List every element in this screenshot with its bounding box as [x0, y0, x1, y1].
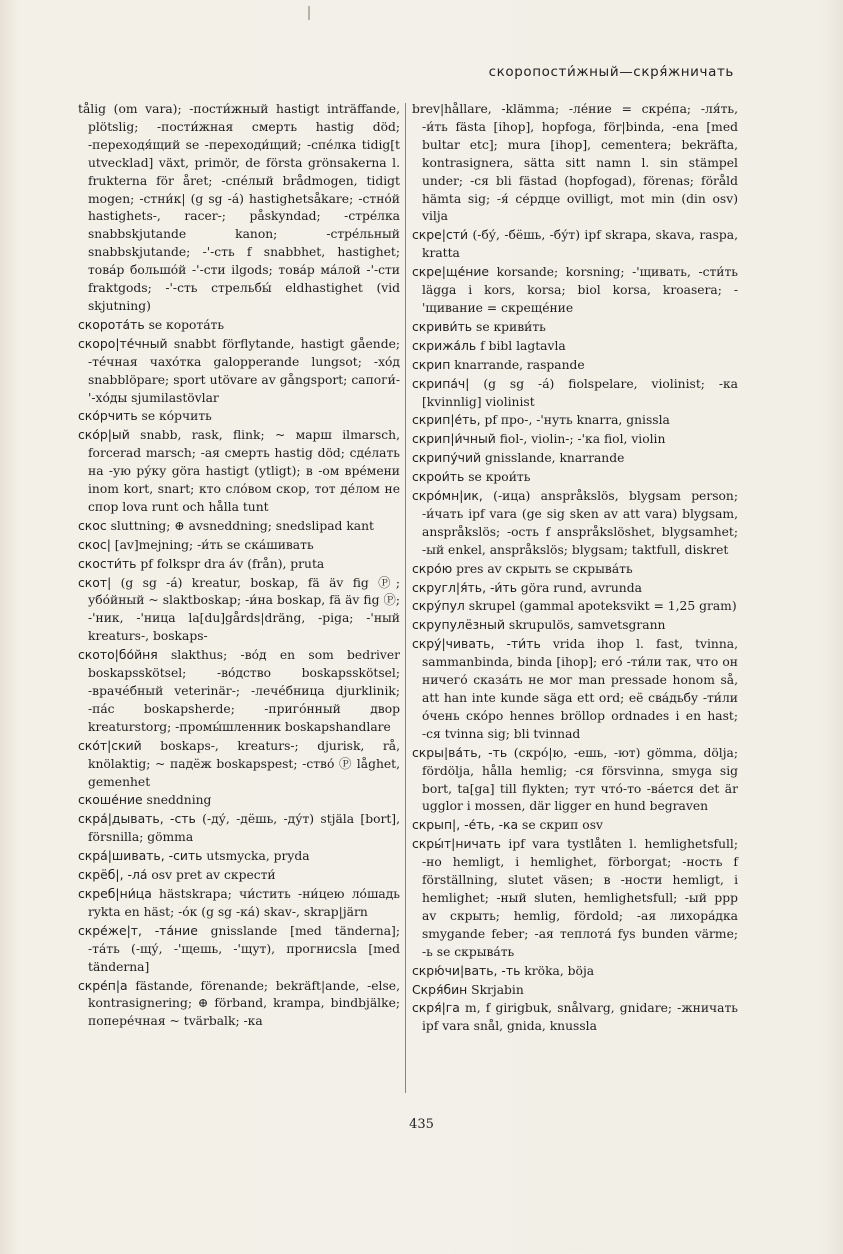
- entry-text: (-ица) anspråkslös, blygsam person; -и́чать ipf vara (ge sig sken av att vara) blygsam, anspråkslös; -ость f anspråkslöshet, blygsamhet; -ый enkel, anspråkslös; blygsam; taktfull, diskret: [422, 489, 738, 557]
- dictionary-entry: [412, 100, 738, 226]
- entry-headword: скрёб|, -ла́: [78, 867, 148, 883]
- entry-headword: скра́|дывать, -сть: [78, 811, 196, 827]
- entry-headword: скоро|те́чный: [78, 335, 168, 351]
- entry-text: se скрип osv: [518, 818, 603, 833]
- scan-mark: [308, 6, 310, 20]
- entry-text: sneddning: [142, 793, 212, 808]
- entry-text: pf про-, -'нуть knarra, gnissla: [480, 413, 670, 428]
- entry-text: snabbt förflytande, hastigt gående; -те́чная чахо́тка galopperande lungsot; -хо́д snabblöpare; sport utövare av gångsport; сапоги́-'-хо́ды sjumilastövlar: [88, 336, 400, 405]
- entry-headword: скра́|шивать, -сить: [78, 848, 203, 864]
- dictionary-entry: [78, 737, 400, 792]
- dictionary-entry: [412, 635, 738, 743]
- dictionary-entry: [412, 560, 738, 579]
- entry-headword: скрип|и́чный: [412, 431, 496, 447]
- dictionary-entry: [412, 999, 738, 1036]
- entry-text: osv pret av скрести́: [147, 868, 276, 883]
- entry-text: gnisslande, knarrande: [481, 451, 625, 466]
- entry-headword: скрип|е́ть,: [412, 412, 481, 428]
- dictionary-entry: [78, 847, 400, 866]
- dictionary-entry: [412, 430, 738, 449]
- entry-text: tålig (om vara); -пости́жный hastigt inträffande, plötslig; -пости́жная смерть hastig död; -переходя́щий se -переходи́щий; -спе́лка tidig[t utvecklad] växt, primör, de första grönsakerna l. frukterna för året; -спе́лый brådmogen, tidigt mogen; -стни́к| (g sg -á) hastighetsåkare; -стно́й hastighets-, racer-; påskyndad; -стре́лка snabbskjutande kanon; -стре́льный snabbskjutande; -'-сть f snabbhet, hastighet; това́р большо́й -'-сти ilgods; това́р ма́лой -'-сти fraktgods; -'-сть стрельбы́ eldhastighet (vid skjutning): [78, 102, 400, 313]
- dictionary-entry: [412, 835, 738, 961]
- entry-headword: скос|: [78, 536, 111, 552]
- dictionary-entry: [412, 616, 738, 635]
- right-column: [412, 100, 738, 1036]
- entry-headword: скру́|чивать, -ти́ть: [412, 636, 541, 652]
- entry-headword: ско́т|ский: [78, 737, 142, 753]
- dictionary-entry: [78, 536, 400, 555]
- entry-headword: скро́мн|ик,: [412, 488, 483, 504]
- dictionary-entry: [78, 335, 400, 408]
- dictionary-entry: [412, 962, 738, 981]
- entry-text: pf folkspr dra áv (från), pruta: [136, 556, 325, 571]
- entry-text: göra rund, avrunda: [517, 580, 642, 595]
- entry-text: fästande, förenande; bekräft|ande, -else, kontrasignering; ⊕ förband, krampa, bindbjälke; попере́чная ~ tvärbalk; -ка: [88, 978, 400, 1029]
- entry-headword: ско́рчить: [78, 408, 138, 424]
- entry-headword: скрупулёзный: [412, 617, 505, 633]
- dictionary-entry: [78, 555, 400, 574]
- entry-headword: скриви́ть: [412, 318, 473, 334]
- entry-text: boskaps-, kreaturs-; djurisk, rå, knölaktig; ~ падёж boskapspest; -ство́ Ⓟ låghet, gemenhet: [88, 738, 400, 789]
- entry-headword: скре|сти́: [412, 227, 469, 243]
- entry-text: utsmycka, pryda: [202, 849, 310, 864]
- dictionary-entry: [78, 791, 400, 810]
- entry-headword: скры|ва́ть, -ть: [412, 744, 508, 760]
- entry-text: kröka, böja: [520, 963, 595, 978]
- dictionary-entry: [78, 316, 400, 335]
- entry-headword: скре́же|т, -та́ние: [78, 922, 198, 938]
- entry-text: slakthus; -во́д en som bedriver boskapsskötsel; -во́дство boskapsskötsel; -врачéбный veterinär-; -лечéбница djurklinik; -па́с boskapsherde; -пригóнный двор kreaturstorg; -промы́шленник boskapshandlare: [88, 648, 400, 734]
- entry-text: se крои́ть: [464, 470, 531, 485]
- dictionary-entry: [78, 517, 400, 536]
- entry-headword: скря́|га: [412, 1000, 460, 1016]
- dictionary-entry: [412, 337, 738, 356]
- entry-headword: скрип: [412, 356, 451, 372]
- entry-text: f bibl lagtavla: [476, 338, 566, 353]
- entry-text: Skrjabin: [467, 982, 524, 997]
- dictionary-entry: [78, 646, 400, 737]
- dictionary-entry: [412, 449, 738, 468]
- entry-text: skrupulös, samvetsgrann: [505, 618, 666, 633]
- entry-headword: скрипу́чий: [412, 450, 482, 466]
- entry-headword: скрып|, -е́ть, -ка: [412, 817, 519, 833]
- entry-headword: скро́ю: [412, 560, 453, 576]
- entry-text: fiol-, violin-; -'ка fiol, violin: [495, 432, 666, 447]
- dictionary-entry: [78, 885, 400, 922]
- dictionary-entry: [412, 744, 738, 817]
- running-head: скоропости́жный—скря́жничать: [488, 64, 734, 80]
- entry-text: se корота́ть: [144, 317, 225, 332]
- dictionary-entry: [412, 318, 738, 337]
- entry-text: pres av скрыть se скрыва́ть: [452, 561, 633, 576]
- entry-headword: скры́т|ничать: [412, 836, 501, 852]
- entry-headword: Скря́бин: [412, 981, 468, 997]
- entry-headword: скрипа́ч|: [412, 375, 470, 391]
- dictionary-entry: [78, 866, 400, 885]
- entry-headword: ско́р|ый: [78, 427, 130, 443]
- entry-text: (-бу́, -бёшь, -бу́т) ipf skrapa, skava, raspa, kratta: [422, 228, 738, 261]
- entry-headword: скругл|я́ть, -и́ть: [412, 579, 517, 595]
- entry-text: [av]mejning; -и́ть se ска́шивать: [110, 537, 314, 552]
- dictionary-entry: [78, 100, 400, 316]
- dictionary-entry: [412, 411, 738, 430]
- entry-text: sluttning; ⊕ avsneddning; snedslipad kant: [106, 518, 374, 533]
- dictionary-entry: [78, 977, 400, 1032]
- dictionary-entry: [412, 356, 738, 375]
- entry-text: (скро́|ю, -ешь, -ют) gömma, dölja; fördölja, hålla hemlig; -ся försvinna, smyga sig bort, ta[ga] till flykten; тут что́-то -ва́ется det är ugglor i mossen, där ligger en hund begraven: [422, 745, 738, 814]
- entry-text: (g sg -á) kreatur, boskap, fä äv fig Ⓟ; убо́йный ~ slaktboskap; -и́на boskap, fä äv fig Ⓟ; -'ник, -'ница la[du]gårds|dräng, -piga; -'ный kreaturs-, boskaps-: [88, 575, 400, 644]
- entry-text: vrida ihop l. fast, tvinna, sammanbinda, binda [ihop]; его́ -ти́ли так, что он ничего́ сказа́ть не мог man pressade honom så, att han inte kunde säga ett ord; её сва́дьбу -ти́ли о́чень ско́ро hennes bröllop ordnades i en hast; -ся tvinna sig; bli tvinnad: [422, 637, 738, 741]
- entry-text: m, f girigbuk, snålvarg, gnidare; -жничать ipf vara snål, gnida, knussla: [422, 1001, 738, 1034]
- entry-text: skrupel (gammal apoteksvikt = 1,25 gram): [464, 599, 737, 614]
- entry-headword: скос: [78, 517, 107, 533]
- dictionary-entry: [412, 816, 738, 835]
- entry-headword: скрои́ть: [412, 469, 465, 485]
- dictionary-entry: [412, 468, 738, 487]
- entry-headword: скрижа́ль: [412, 337, 477, 353]
- entry-text: (-ду́, -дёшь, -ду́т) stjäla [bort], försnilla; gömma: [88, 812, 400, 845]
- dictionary-entry: [412, 981, 738, 1000]
- dictionary-entry: [412, 263, 738, 318]
- entry-headword: скоше́ние: [78, 792, 143, 808]
- dictionary-entry: [412, 375, 738, 412]
- entry-text: (g sg -á) fiolspelare, violinist; -ка [kvinnlig] violinist: [422, 376, 738, 409]
- entry-headword: скрю́чи|вать, -ть: [412, 962, 521, 978]
- dictionary-entry: [78, 407, 400, 426]
- dictionary-entry: [78, 426, 400, 517]
- dictionary-entry: [78, 922, 400, 977]
- entry-headword: скорота́ть: [78, 316, 145, 332]
- entry-text: hästskrapa; чи́стить -ни́цею ло́шадь rykta en häst; -о́к (g sg -ка́) skav-, skrap|järn: [88, 886, 400, 919]
- entry-text: gnisslande [med tänderna]; -та́ть (-щу́, -'щешь, -'щут), прогнисsla [med tänderna]: [88, 923, 400, 974]
- entry-text: se криви́ть: [472, 319, 546, 334]
- entry-text: brev|hållare, -klämma; -ле́ние = скре́па; -ля́ть, -и́ть fästa [ihop], hopfoga, för|binda, -ena [med bultar etc]; mura [ihop], cementera; bekräfta, kontrasignera, sätta sitt namn l. sin stämpel under; -ся bli fästad (hopfogad), förenas; föråld hämta sig; -я́ се́рдце ovilligt, mot min (din osv) vilja: [412, 102, 738, 224]
- entry-headword: скости́ть: [78, 555, 137, 571]
- dictionary-entry: [412, 597, 738, 616]
- entry-text: snabb, rask, flink; ~ марш ilmarsch, forcerad marsch; -ая смерть hastig död; сде́лать на -ую ру́ку göra hastigt (ytligt); в -ом вре́мени inom kort, snart; кто сло́вом скор, тот де́лом не спор lova runt och hålla tunt: [88, 428, 400, 514]
- entry-headword: скру́пул: [412, 598, 465, 614]
- entry-text: ipf vara tystlåten l. hemlighetsfull; -но hemligt, i hemlighet, förborgat; -ность f förställning, slutet väsen; в -ности hemligt, i hemlighet; -ный sluten, hemlighetsfull; -ый ppp av скрыть; hemlig, fördold; -ая лихора́дка smygande feber; -ая теплота́ fys bunden värme; -ь se скрыва́ть: [422, 837, 738, 959]
- dictionary-entry: [78, 574, 400, 647]
- dictionary-entry: [78, 810, 400, 847]
- column-divider: [405, 103, 406, 1093]
- entry-headword: скре́п|а: [78, 977, 128, 993]
- left-column: [78, 100, 400, 1031]
- entry-headword: ското|бо́йня: [78, 647, 158, 663]
- dictionary-entry: [412, 579, 738, 598]
- dictionary-entry: [412, 226, 738, 263]
- dictionary-entry: [412, 487, 738, 560]
- entry-headword: скреб|ни́ца: [78, 885, 152, 901]
- entry-text: korsande; korsning; -'щивать, -сти́ть lägga i kors, korsa; biol korsa, kroasera; -'щивание = скреще́ние: [422, 265, 738, 315]
- entry-headword: скот|: [78, 574, 112, 590]
- entry-headword: скре|ще́ние: [412, 264, 490, 280]
- entry-text: knarrande, raspande: [450, 357, 585, 372]
- page-number: 435: [409, 1117, 434, 1132]
- entry-text: se ко́рчить: [137, 409, 212, 424]
